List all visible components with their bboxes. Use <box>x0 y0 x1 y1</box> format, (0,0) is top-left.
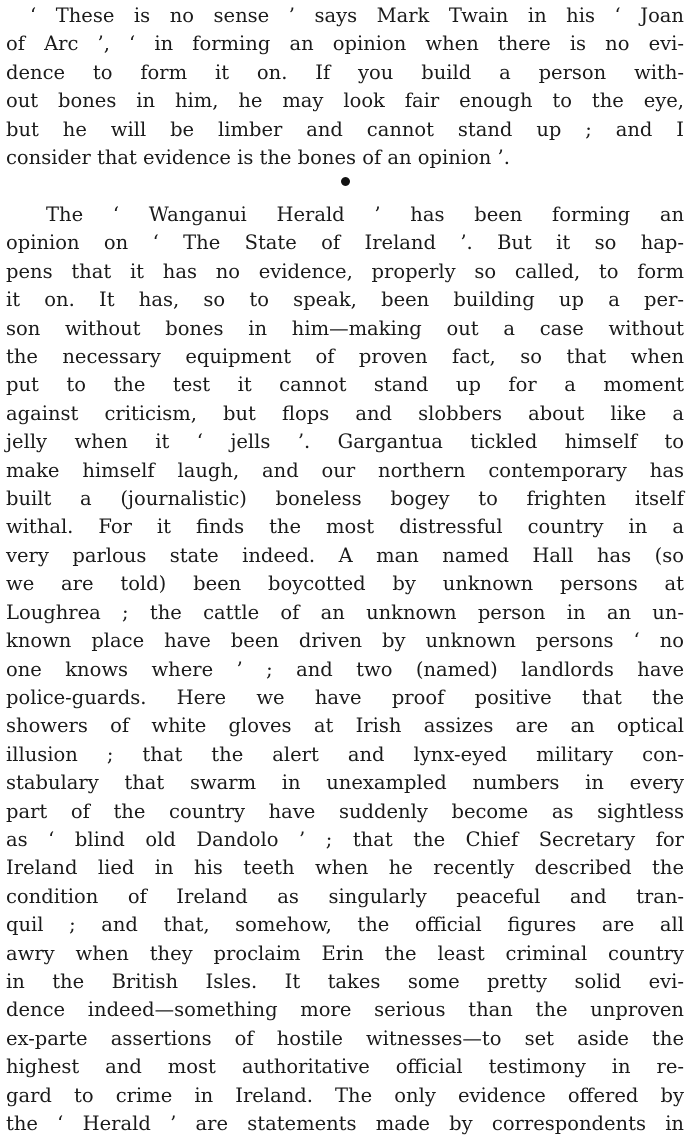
section-divider-dot <box>341 177 350 186</box>
text-line: highest and most authoritative official testimony in re- <box>6 1055 684 1079</box>
text-line: Ireland lied in his teeth when he recently described the <box>6 856 684 880</box>
text-line: awry when they proclaim Erin the least criminal country <box>6 941 684 965</box>
paragraph-mark-twain-quote <box>6 2 684 172</box>
text-line: Loughrea ; the cattle of an unknown person in an un- <box>6 600 684 624</box>
text-line: very parlous state indeed. A man named Hall has (so <box>6 543 684 567</box>
text-line: showers of white gloves at Irish assizes are an optical <box>6 714 684 738</box>
text-line: one knows where ’ ; and two (named) landlords have <box>6 657 684 681</box>
text-line: against criticism, but flops and slobbers about like a <box>6 401 684 425</box>
text-line: son without bones in him—making out a case without <box>6 316 684 340</box>
text-line: opinion on ‘ The State of Ireland ’. But it so hap- <box>6 231 684 255</box>
text-line: built a (journalistic) boneless bogey to frighten itself <box>6 487 684 511</box>
text-line: dence indeed—something more serious than the unproven <box>6 998 684 1022</box>
text-line: known place have been driven by unknown persons ‘ no <box>6 629 684 653</box>
text-line: quil ; and that, somehow, the official figures are all <box>6 913 684 937</box>
text-line: part of the country have suddenly become as sightless <box>6 799 684 823</box>
text-line: police-guards. Here we have proof positive that the <box>6 685 684 709</box>
text-line: consider that evidence is the bones of an opinion ’. <box>6 146 510 170</box>
text-line: the necessary equipment of proven fact, so that when <box>6 345 684 369</box>
text-line: dence to form it on. If you build a person with- <box>6 60 684 84</box>
text-line: withal. For it finds the most distressful country in a <box>6 515 684 539</box>
text-line: illusion ; that the alert and lynx-eyed military con- <box>6 742 684 766</box>
text-line: out bones in him, he may look fair enough to the eye, <box>6 89 684 113</box>
text-line: it on. It has, so to speak, been building up a per- <box>6 288 684 312</box>
text-line: ex-parte assertions of hostile witnesses—to set aside the <box>6 1026 684 1050</box>
text-line: we are told) been boycotted by unknown persons at <box>6 572 684 596</box>
text-line: but he will be limber and cannot stand up ; and I <box>6 117 684 141</box>
text-line: gard to crime in Ireland. The only evidence offered by <box>6 1083 684 1107</box>
paragraph-wanganui-herald <box>6 201 684 1138</box>
text-line: as ‘ blind old Dandolo ’ ; that the Chief Secretary for <box>6 827 684 851</box>
text-line: in the British Isles. It takes some pretty solid evi- <box>6 969 684 993</box>
text-line: of Arc ’, ‘ in forming an opinion when there is no evi- <box>6 32 684 56</box>
text-line: pens that it has no evidence, properly so called, to form <box>6 259 684 283</box>
text-line: The ‘ Wanganui Herald ’ has been forming an <box>46 203 684 226</box>
text-line: make himself laugh, and our northern contemporary has <box>6 458 684 482</box>
text-line: ‘ These is no sense ’ says Mark Twain in his ‘ Joan <box>30 4 684 27</box>
text-line: stabulary that swarm in unexampled numbers in every <box>6 771 684 795</box>
text-line: jelly when it ‘ jells ’. Gargantua tickled himself to <box>6 430 684 454</box>
text-line: put to the test it cannot stand up for a moment <box>6 373 684 397</box>
text-line: condition of Ireland as singularly peaceful and tran- <box>6 884 684 908</box>
text-line: the ‘ Herald ’ are statements made by correspondents in <box>6 1112 684 1135</box>
